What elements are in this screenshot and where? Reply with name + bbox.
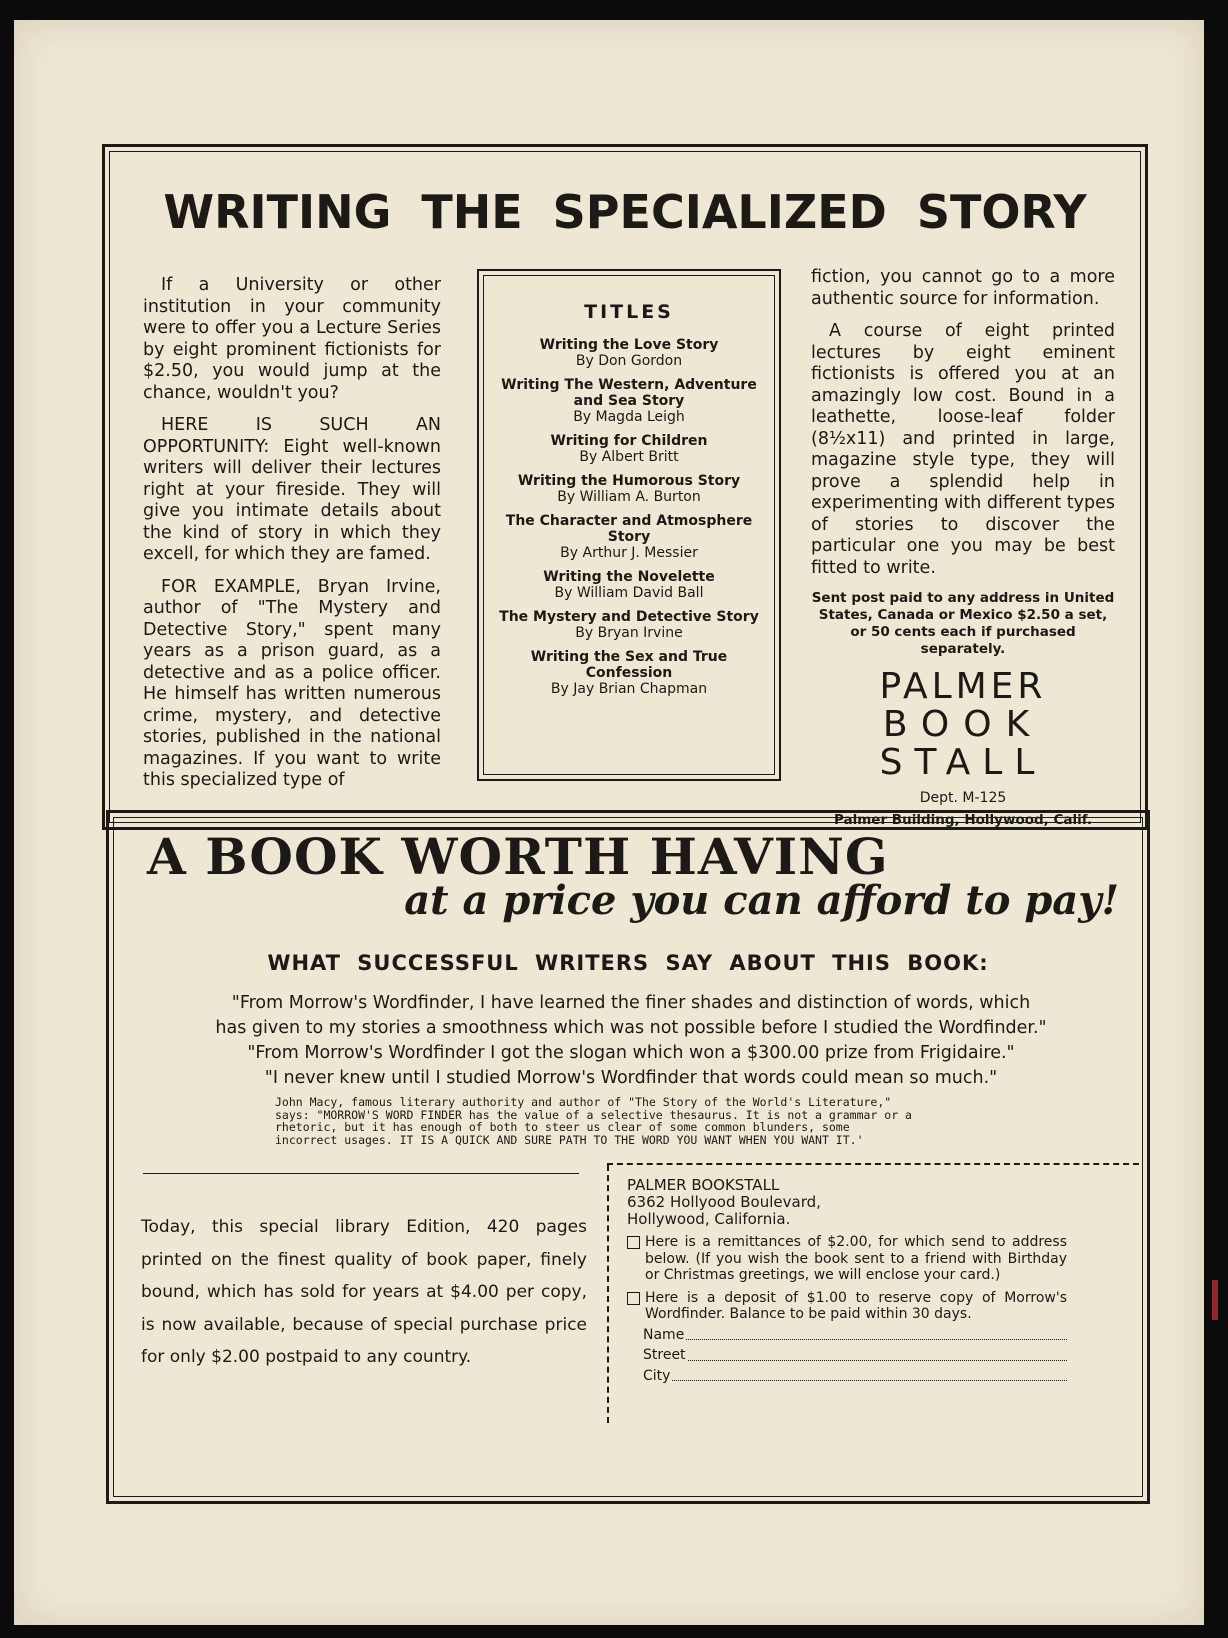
lecture-title: Writing for Children: [550, 433, 708, 449]
lecture-author: By Albert Britt: [579, 449, 679, 465]
wordfinder-ad: [106, 810, 1150, 1504]
ad1-title: WRITING THE SPECIALIZED STORY: [163, 185, 1087, 239]
street-field-label: Street: [643, 1347, 686, 1363]
specialized-story-ad: [102, 144, 1148, 830]
title-entry: [493, 609, 765, 641]
lecture-author: By Arthur J. Messier: [560, 545, 698, 561]
checkbox-icon[interactable]: [627, 1236, 640, 1249]
city-field[interactable]: [627, 1368, 1067, 1385]
macy-quote: John Macy, famous literary authority and author of "The Story of the World's Literature," says: "MORROW'S WORD FINDER has the value of a selective thesaurus. It is not a grammar or a rhetoric, but it has enough of both to steer us clear of some common blunders, some incorrect usages. IT IS A QUICK AND SURE PATH TO THE WORD YOU WANT WHEN YOU WANT IT.': [275, 1095, 912, 1147]
lecture-title: The Character and Atmosphere Story: [505, 513, 753, 545]
coupon-option-text: Here is a remittances of $2.00, for which send to address below. (If you wish the book sent to a friend with Birthday or Christmas greetings, we will enclose your card.): [645, 1234, 1067, 1283]
lecture-author: By Jay Brian Chapman: [550, 681, 708, 697]
coupon-option-deposit[interactable]: [627, 1290, 1067, 1323]
titles-heading: TITLES: [584, 301, 674, 323]
coupon-store-name: PALMER BOOKSTALL: [627, 1176, 780, 1194]
coupon-street: 6362 Hollyood Boulevard,: [627, 1193, 821, 1211]
coupon-option-text: Here is a deposit of $1.00 to reserve copy of Morrow's Wordfinder. Balance to be paid within 30 days.: [645, 1289, 1067, 1322]
publisher-dept: Dept. M-125: [919, 790, 1007, 806]
coupon-option-remittance[interactable]: [627, 1234, 1067, 1284]
testimonial-line: "From Morrow's Wordfinder I got the slogan which won a $300.00 prize from Frigidaire.": [247, 1043, 1015, 1063]
publisher-address: Palmer Building, Hollywood, Calif.: [833, 811, 1093, 828]
publisher-line: STALL: [879, 742, 1047, 783]
title-entry: [493, 513, 765, 561]
ad1-paragraph: FOR EXAMPLE, Bryan Irvine, author of "The Mystery and Detective Story," spent many years as a prison guard, as a detective and as a police officer. He himself has written numerous crime, mystery, and detective stories, published in the national magazines. If you want to write this specialized type of: [143, 576, 441, 790]
city-field-label: City: [643, 1367, 671, 1384]
lecture-title: Writing the Love Story: [539, 337, 719, 353]
coupon-cut-line: [607, 1163, 1139, 1165]
ad1-paragraph: A course of eight printed lectures by eight eminent fictionists is offered you at an amazingly low cost. Bound in a leathette, loose-leaf folder (8½x11) and printed in large, magazine style type, they will prove a splendid help in experimenting with different types of stories to discover the particular one you may be best fitted to write.: [811, 321, 1115, 578]
ad2-section-heading: WHAT SUCCESSFUL WRITERS SAY ABOUT THIS BOOK:: [267, 951, 989, 975]
street-field-line[interactable]: [688, 1360, 1067, 1361]
testimonial-line: "I never knew until I studied Morrow's Wordfinder that words could mean so much.": [264, 1068, 998, 1088]
title-entry: [493, 377, 765, 425]
title-entry: [493, 649, 765, 697]
testimonial-line: "From Morrow's Wordfinder, I have learned the finer shades and distinction of words, which: [231, 993, 1031, 1013]
ad2-headline: A BOOK WORTH HAVING: [147, 827, 889, 886]
lecture-author: By Bryan Irvine: [575, 625, 683, 641]
lecture-title: Writing The Western, Adventure and Sea Story: [501, 377, 757, 409]
edge-mark: [1212, 1280, 1218, 1320]
lecture-author: By Don Gordon: [575, 353, 683, 369]
name-field-line[interactable]: [686, 1339, 1067, 1340]
coupon-cut-line-vertical: [607, 1165, 609, 1423]
lecture-title: The Mystery and Detective Story: [499, 609, 759, 625]
checkbox-icon[interactable]: [627, 1292, 640, 1305]
ad1-paragraph: If a University or other institution in your community were to offer you a Lecture Series by eight prominent fictionists for $2.50, you would jump at the chance, wouldn't you?: [143, 275, 441, 403]
ad1-right-column: [811, 267, 1115, 831]
ad1-paragraph: HERE IS SUCH AN OPPORTUNITY: Eight well-known writers will deliver their lectures right at your fireside. They will give you intimate details about the kind of story in which they excell, for which they are famed.: [143, 415, 441, 564]
testimonial-line: has given to my stories a smoothness which was not possible before I studied the Wordfinder.": [215, 1018, 1047, 1038]
name-field-label: Name: [643, 1326, 685, 1343]
title-entry: [493, 569, 765, 601]
lecture-title: Writing the Sex and True Confession: [530, 649, 728, 681]
publisher-line: BOOK: [882, 704, 1044, 745]
title-entry: [493, 433, 765, 465]
order-coupon: [627, 1177, 1067, 1384]
publisher-logo: [811, 668, 1115, 782]
title-entry: [493, 337, 765, 369]
ad2-subheadline: at a price you can afford to pay!: [404, 877, 1119, 924]
name-field[interactable]: [627, 1327, 1067, 1344]
street-field[interactable]: [627, 1347, 1067, 1364]
title-entry: [493, 473, 765, 505]
shipping-note: Sent post paid to any address in United States, Canada or Mexico $2.50 a set, or 50 cents each if purchased separately.: [811, 590, 1115, 657]
testimonial-quotes: [145, 991, 1117, 1091]
titles-box: [477, 269, 781, 781]
offer-text: Today, this special library Edition, 420 pages printed on the finest quality of book paper, finely bound, which has sold for years at $4.00 per copy, is now available, because of special purchase price for only $2.00 postpaid to any country.: [141, 1217, 587, 1367]
publisher-line: PALMER: [879, 666, 1047, 707]
lecture-title: Writing the Novelette: [543, 569, 715, 585]
lecture-author: By Magda Leigh: [573, 409, 685, 425]
ad1-left-column: [143, 275, 441, 803]
divider-rule: [143, 1173, 579, 1174]
coupon-city: Hollywood, California.: [627, 1210, 791, 1228]
lecture-author: By William A. Burton: [557, 489, 701, 505]
magazine-page: [14, 20, 1204, 1625]
city-field-line[interactable]: [672, 1380, 1067, 1381]
ad1-paragraph: fiction, you cannot go to a more authentic source for information.: [811, 267, 1115, 309]
lecture-author: By William David Ball: [554, 585, 704, 601]
lecture-title: Writing the Humorous Story: [517, 473, 741, 489]
